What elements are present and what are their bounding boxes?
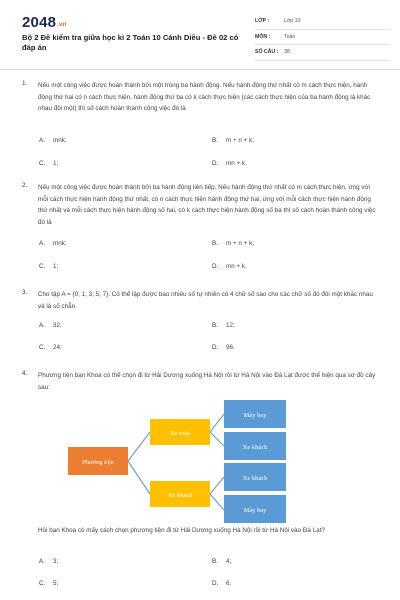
meta-key: SỐ CÂU : xyxy=(255,49,279,55)
connector-top-leaf2 xyxy=(210,432,224,446)
option-label: B. xyxy=(212,137,218,144)
meta-table xyxy=(255,14,390,61)
option-text: 32; xyxy=(53,322,62,329)
option-text: 1; xyxy=(53,263,59,270)
question-stem: Nếu một công việc được hoàn thành bởi ba hành động liên tiếp. Nếu hành động thứ nhất có m cách thực hiện, ứng với mỗi cách thực hiện hành động thứ nhất, có n cách thực hiện hành động thứ hai, ứng với mỗi cách thực hiện hành động thứ nhất và mỗi cách thực hiện hành động số hai, có k cách thực hiện hành động số ba thì số cách hoàn thành công việc đó là xyxy=(38,184,376,226)
option-c[interactable] xyxy=(39,344,62,351)
option-d[interactable] xyxy=(212,263,247,270)
option-b[interactable] xyxy=(212,322,235,329)
question-stem: Cho tập A = {0; 1; 3; 5; 7}. Có thể lập được bao nhiêu số tự nhiên có 4 chữ số sao cho các chữ số đó đôi một khác nhau và là số chẵn. xyxy=(38,291,373,310)
option-d[interactable] xyxy=(212,580,231,587)
option-label: B. xyxy=(212,240,218,247)
question-list xyxy=(0,70,400,600)
option-text: 12; xyxy=(226,322,235,329)
document-title: Bộ 2 Đề kiểm tra giữa học kì 2 Toán 10 Cánh Diều - Đề 02 có đáp án xyxy=(22,33,239,52)
option-text: 24; xyxy=(53,344,62,351)
site-logo[interactable] xyxy=(22,14,66,31)
option-text: 1; xyxy=(53,160,59,167)
option-label: C. xyxy=(39,580,46,587)
question-stem: Nếu một công việc được hoàn thành bởi một trong ba hành động. Nếu hành động thứ nhất có m cách thực hiện, hành động thứ hai có n cách thực hiện, hành động thứ ba có k cách thực hiện (các cách thực hiện của ba hành động là khác nhau đôi một) thì số cách hoàn thành công việc đó là xyxy=(38,82,371,113)
option-c[interactable] xyxy=(39,580,58,587)
meta-value: 38 xyxy=(284,49,290,55)
option-text: 5; xyxy=(53,580,59,587)
tree-leaf-3-label: Xe khách xyxy=(242,475,268,482)
option-text: mn + k. xyxy=(226,160,247,167)
option-label: B. xyxy=(212,322,218,329)
meta-key: MÔN : xyxy=(255,33,271,40)
tree-mid-top-label: Xe máy xyxy=(169,430,191,437)
option-a[interactable] xyxy=(39,322,62,329)
option-text: mnk; xyxy=(53,240,67,247)
option-b[interactable] xyxy=(212,137,254,144)
page-header xyxy=(0,0,400,70)
option-label: C. xyxy=(39,263,46,270)
tree-mid-bottom-label: Xe khách xyxy=(167,492,193,499)
option-a[interactable] xyxy=(39,240,67,247)
meta-row-subject xyxy=(255,30,390,46)
option-text: 4; xyxy=(226,558,232,565)
option-text: m + n + k; xyxy=(226,240,254,247)
option-label: D. xyxy=(212,263,219,270)
tree-leaf-4-label: Máy bay xyxy=(243,507,267,514)
option-d[interactable] xyxy=(212,344,235,351)
option-label: A. xyxy=(39,137,45,144)
option-label: C. xyxy=(39,160,46,167)
connector-top-leaf1 xyxy=(210,414,224,432)
option-text: m + n + k; xyxy=(226,137,254,144)
option-label: A. xyxy=(39,322,45,329)
option-a[interactable] xyxy=(39,137,67,144)
option-text: 6. xyxy=(226,580,232,587)
option-label: D. xyxy=(212,580,219,587)
connector-root-bottom xyxy=(128,461,150,494)
tree-leaf-2-label: Xe khách xyxy=(242,444,268,451)
question-stem: Phương tiện bạn Khoa có thể chọn đi từ Hải Dương xuống Hà Nội rồi từ Hà Nội vào Đà Lạt được thể hiện qua sơ đồ cây sau: xyxy=(38,372,376,391)
question-followup-text: Hỏi bạn Khoa có mấy cách chọn phương tiện đi từ Hải Dương xuống Hà Nội rồi từ Hà Nội vào Đà Lạt? xyxy=(38,527,325,534)
meta-value: Lớp 10 xyxy=(284,18,301,24)
meta-key: LỚP : xyxy=(255,18,270,24)
connector-bottom-leaf3 xyxy=(210,477,224,494)
question-number: 2. xyxy=(22,182,28,189)
option-text: 3; xyxy=(53,558,59,565)
connector-root-top xyxy=(128,432,150,461)
question-number: 1. xyxy=(22,80,28,87)
option-label: D. xyxy=(212,160,219,167)
question-number: 4. xyxy=(22,370,28,377)
tree-leaf-1-label: Máy bay xyxy=(243,412,267,419)
option-label: D. xyxy=(212,344,219,351)
option-label: A. xyxy=(39,558,45,565)
option-d[interactable] xyxy=(212,160,247,167)
option-label: A. xyxy=(39,240,45,247)
tree-diagram xyxy=(60,390,360,530)
option-label: C. xyxy=(39,344,46,351)
meta-value: Toán xyxy=(284,33,296,40)
option-c[interactable] xyxy=(39,263,58,270)
option-text: 96. xyxy=(226,344,235,351)
option-text: mnk; xyxy=(53,137,67,144)
option-a[interactable] xyxy=(39,558,58,565)
logo-suffix: .vn xyxy=(57,22,67,28)
tree-root-label: Phương tiện xyxy=(82,459,114,466)
option-b[interactable] xyxy=(212,558,231,565)
connector-bottom-leaf4 xyxy=(210,494,224,510)
logo-text: 2048 xyxy=(22,14,57,31)
question-number: 3. xyxy=(22,289,28,296)
option-text: mn + k. xyxy=(226,263,247,270)
meta-row-class xyxy=(255,14,390,30)
option-c[interactable] xyxy=(39,160,58,167)
meta-row-count xyxy=(255,45,390,61)
option-b[interactable] xyxy=(212,240,254,247)
option-label: B. xyxy=(212,558,218,565)
